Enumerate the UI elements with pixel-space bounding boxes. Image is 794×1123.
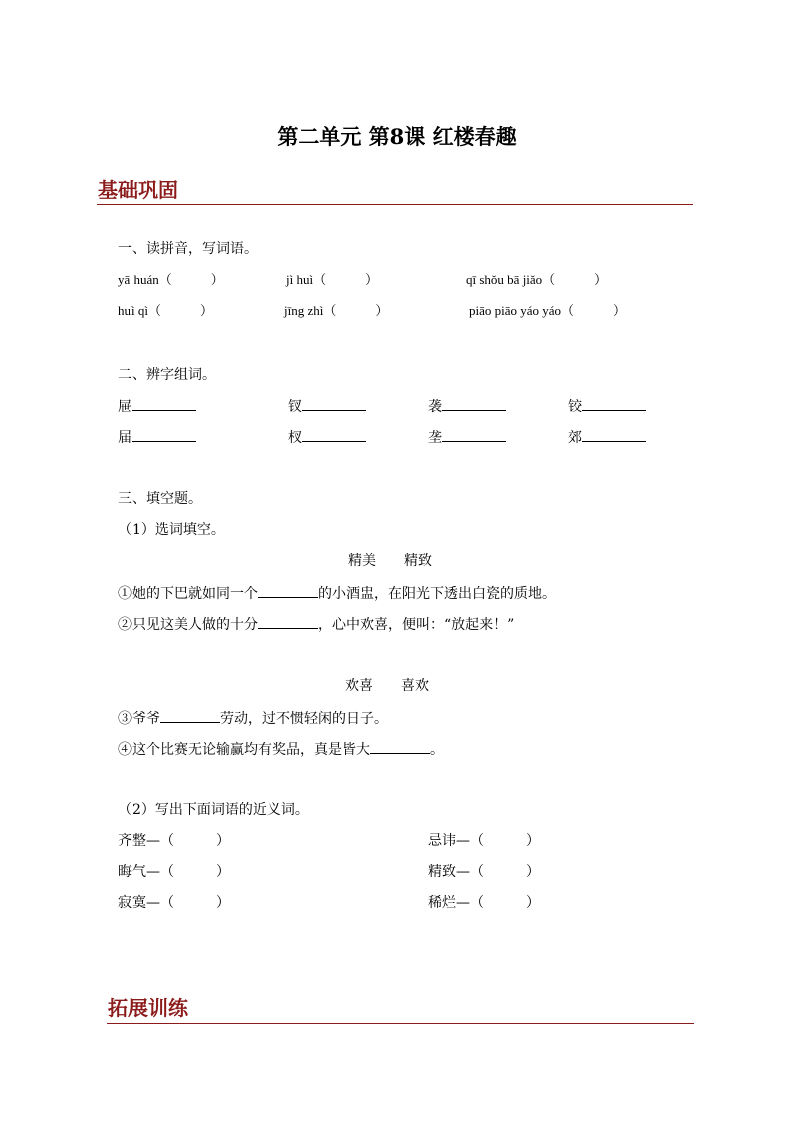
page-title: 第二单元 第8课 红楼春趣 [277, 124, 517, 149]
word-choices-2: 欢喜 喜欢 [345, 678, 429, 694]
sub-question-1: （1）选词填空。 [118, 522, 225, 538]
pinyin-item: jīng zhì（ ） [284, 303, 389, 318]
section-divider [107, 1023, 694, 1024]
sentence-text: 劳动，过不惯轻闲的日子。 [220, 711, 388, 727]
char-word-item [428, 429, 506, 445]
sentence-text: ①她的下巴就如同一个 [118, 586, 258, 602]
char: 郊 [568, 430, 582, 446]
section-heading-extension: 拓展训练 [108, 996, 188, 1020]
pinyin-item: huì qì（ ） [118, 303, 213, 318]
char-word-item [568, 429, 646, 445]
synonym-item: 稀烂—（ ） [428, 895, 540, 911]
question-2-heading: 二、辨字组词。 [118, 367, 216, 383]
pinyin-item: piāo piāo yáo yáo（ ） [469, 303, 627, 318]
char: 钗 [288, 399, 302, 415]
sentence-3 [118, 710, 388, 726]
synonym-item: 忌讳—（ ） [428, 833, 540, 849]
char: 杈 [288, 430, 302, 446]
answer-blank[interactable] [582, 398, 646, 411]
sentence-text: ④这个比赛无论输赢均有奖品，真是皆大 [118, 742, 370, 758]
char: 铰 [568, 399, 582, 415]
char-word-item [568, 398, 646, 414]
answer-blank[interactable] [132, 398, 196, 411]
answer-blank[interactable] [132, 429, 196, 442]
synonym-item: 晦气—（ ） [118, 864, 230, 880]
sub-question-2: （2）写出下面词语的近义词。 [118, 802, 309, 818]
question-3-heading: 三、填空题。 [118, 491, 202, 507]
synonym-item: 寂寞—（ ） [118, 895, 230, 911]
answer-blank[interactable] [160, 710, 220, 723]
char: 垄 [428, 430, 442, 446]
section-divider [97, 204, 693, 205]
answer-blank[interactable] [582, 429, 646, 442]
synonym-item: 精致—（ ） [428, 864, 540, 880]
answer-blank[interactable] [370, 741, 430, 754]
synonym-item: 齐整—（ ） [118, 833, 230, 849]
sentence-4 [118, 741, 444, 757]
sentence-text: 的小酒盅，在阳光下透出白瓷的质地。 [318, 586, 556, 602]
sentence-2 [118, 616, 514, 632]
answer-blank[interactable] [302, 429, 366, 442]
char: 届 [118, 430, 132, 446]
char-word-item [428, 398, 506, 414]
pinyin-item: jì huì（ ） [286, 272, 379, 287]
char: 屉 [118, 399, 132, 415]
char-word-item [118, 398, 196, 414]
word-choices-1: 精美 精致 [348, 553, 432, 569]
char-word-item [288, 429, 366, 445]
answer-blank[interactable] [302, 398, 366, 411]
pinyin-item: yā huán（ ） [118, 272, 224, 287]
sentence-1 [118, 585, 556, 601]
sentence-text: ，心中欢喜，便叫：“放起来！” [318, 617, 515, 633]
char-word-item [118, 429, 196, 445]
section-heading-basics: 基础巩固 [98, 178, 178, 202]
sentence-text: 。 [430, 742, 444, 758]
answer-blank[interactable] [442, 398, 506, 411]
answer-blank[interactable] [258, 616, 318, 629]
char: 袭 [428, 399, 442, 415]
pinyin-item: qī shǒu bā jiǎo（ ） [466, 272, 608, 287]
answer-blank[interactable] [442, 429, 506, 442]
answer-blank[interactable] [258, 585, 318, 598]
char-word-item [288, 398, 366, 414]
sentence-text: ③爷爷 [118, 711, 160, 727]
sentence-text: ②只见这美人做的十分 [118, 617, 258, 633]
question-1-heading: 一、读拼音，写词语。 [118, 241, 258, 257]
